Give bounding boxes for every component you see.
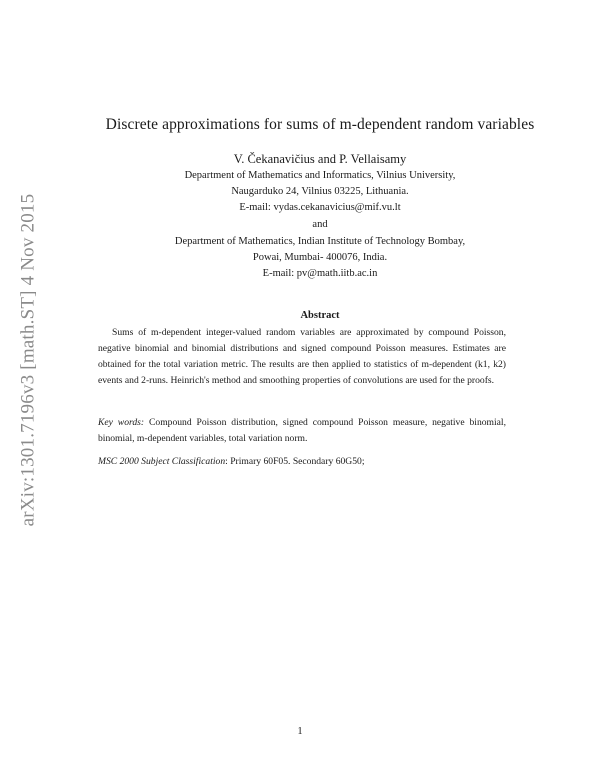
authors: V. Čekanavičius and P. Vellaisamy [233, 152, 407, 166]
paper-title: Discrete approximations for sums of m-dependent random variables [105, 116, 535, 133]
msc-text: : Primary 60F05. Secondary 60G50; [225, 456, 365, 467]
affiliation2-line1: Department of Mathematics, Indian Institute of Technology Bombay, [174, 236, 466, 247]
keywords-text: Compound Poisson distribution, signed compound Poisson measure, negative binomial, binomial, m-dependent variables, total variation norm. [98, 417, 506, 444]
page-number: 1 [297, 726, 303, 737]
abstract-heading: Abstract [300, 310, 340, 321]
msc-label: MSC 2000 Subject Classification [98, 456, 226, 467]
arxiv-stamp-text: arXiv:1301.7196v3 [math.ST] 4 Nov 2015 [17, 193, 38, 527]
keywords-label: Key words: [98, 417, 145, 428]
affiliation1-line1: Department of Mathematics and Informatics, Vilnius University, [184, 170, 456, 181]
affiliation1-email: E-mail: vydas.cekanavicius@mif.vu.lt [239, 202, 401, 213]
keywords [98, 415, 506, 447]
msc-classification [98, 454, 506, 470]
abstract-text: Sums of m-dependent integer-valued random variables are approximated by compound Poisson, negative binomial and binomial distributions and signed compound Poisson measures. Estimates are obtained for the total variation metric. The results are then applied to statistics of m-dependent (k1, k2) events and 2-runs. Heinrich's method and smoothing properties of convolutions are used for the proofs. [98, 327, 506, 386]
arxiv-stamp [16, 180, 40, 540]
affiliation2-line2: Powai, Mumbai- 400076, India. [252, 252, 388, 263]
affiliation1-line2: Naugarduko 24, Vilnius 03225, Lithuania. [231, 186, 409, 197]
affiliation2-email: E-mail: pv@math.iitb.ac.in [262, 268, 378, 279]
and-separator: and [312, 219, 328, 230]
